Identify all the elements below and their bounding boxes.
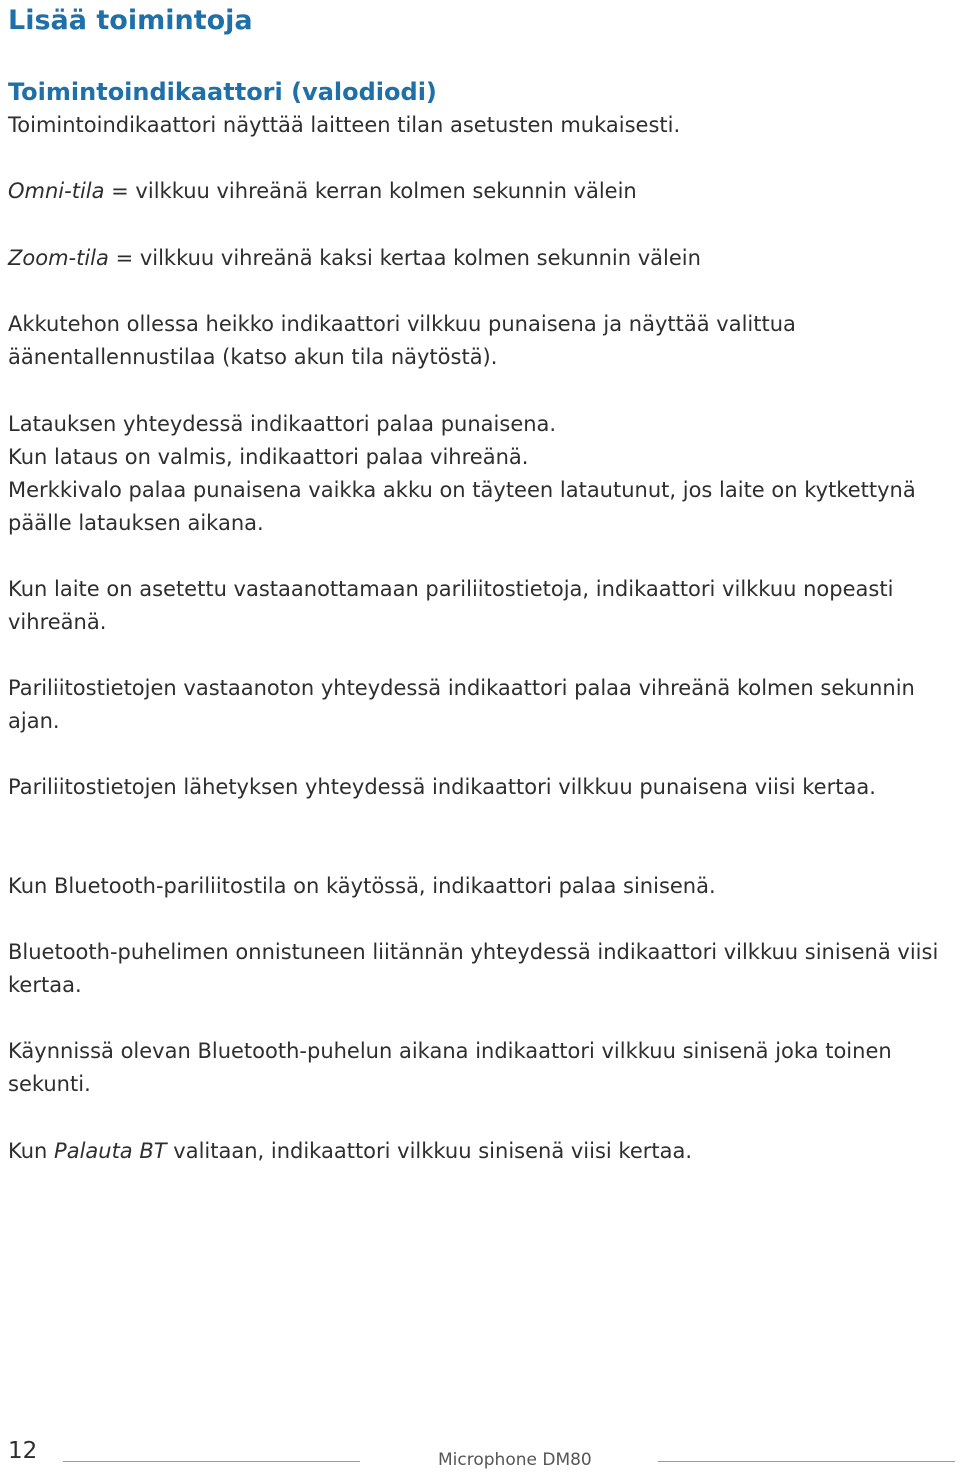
reset-bt-prefix: Kun bbox=[8, 1139, 55, 1163]
footer-page-number: 12 bbox=[8, 1438, 38, 1464]
charging-line-3: Merkkivalo palaa punaisena vaikka akku on täyteen latautunut, jos laite on kytkettynä päälle latauksen aikana. bbox=[8, 478, 916, 535]
bt-connected-paragraph: Bluetooth-puhelimen onnistuneen liitännän yhteydessä indikaattori vilkkuu sinisenä viisi kertaa. bbox=[8, 940, 939, 997]
pairing-receive-mode-paragraph: Kun laite on asetettu vastaanottamaan pariliitostietoja, indikaattori vilkkuu nopeasti vihreänä. bbox=[8, 577, 894, 634]
bt-pairing-mode-paragraph: Kun Bluetooth-pariliitostila on käytössä, indikaattori palaa sinisenä. bbox=[8, 874, 716, 898]
zoom-mode-term: Zoom-tila bbox=[8, 246, 109, 270]
charging-line-1: Latauksen yhteydessä indikaattori palaa punaisena. bbox=[8, 412, 557, 436]
omni-mode-paragraph bbox=[8, 175, 953, 208]
reset-bt-term: Palauta BT bbox=[54, 1139, 167, 1163]
reset-bt-suffix: valitaan, indikaattori vilkkuu sinisenä viisi kertaa. bbox=[166, 1139, 693, 1163]
footer-rule-right bbox=[658, 1461, 955, 1462]
omni-mode-term: Omni-tila bbox=[8, 179, 105, 203]
page-title: Lisää toimintoja bbox=[8, 5, 253, 36]
pairing-send-paragraph: Pariliitostietojen lähetyksen yhteydessä indikaattori vilkkuu punaisena viisi kertaa. bbox=[8, 775, 876, 799]
pairing-received-paragraph: Pariliitostietojen vastaanoton yhteydessä indikaattori palaa vihreänä kolmen sekunnin ajan. bbox=[8, 676, 915, 733]
footer-rule-left bbox=[63, 1461, 360, 1462]
reset-bt-paragraph bbox=[8, 1135, 953, 1168]
zoom-mode-paragraph bbox=[8, 242, 953, 275]
battery-low-paragraph: Akkutehon ollessa heikko indikaattori vilkkuu punaisena ja näyttää valittua äänentallennustilaa (katso akun tila näytöstä). bbox=[8, 312, 796, 369]
zoom-mode-description: = vilkkuu vihreänä kaksi kertaa kolmen sekunnin välein bbox=[108, 246, 701, 270]
footer-product-name: Microphone DM80 bbox=[438, 1450, 592, 1470]
bt-call-paragraph: Käynnissä olevan Bluetooth-puhelun aikana indikaattori vilkkuu sinisenä joka toinen sekunti. bbox=[8, 1039, 892, 1096]
charging-line-2: Kun lataus on valmis, indikaattori palaa vihreänä. bbox=[8, 445, 529, 469]
omni-mode-description: = vilkkuu vihreänä kerran kolmen sekunnin välein bbox=[104, 179, 637, 203]
intro-paragraph: Toimintoindikaattori näyttää laitteen tilan asetusten mukaisesti. bbox=[8, 113, 681, 137]
section-heading: Toimintoindikaattori (valodiodi) bbox=[8, 78, 437, 106]
